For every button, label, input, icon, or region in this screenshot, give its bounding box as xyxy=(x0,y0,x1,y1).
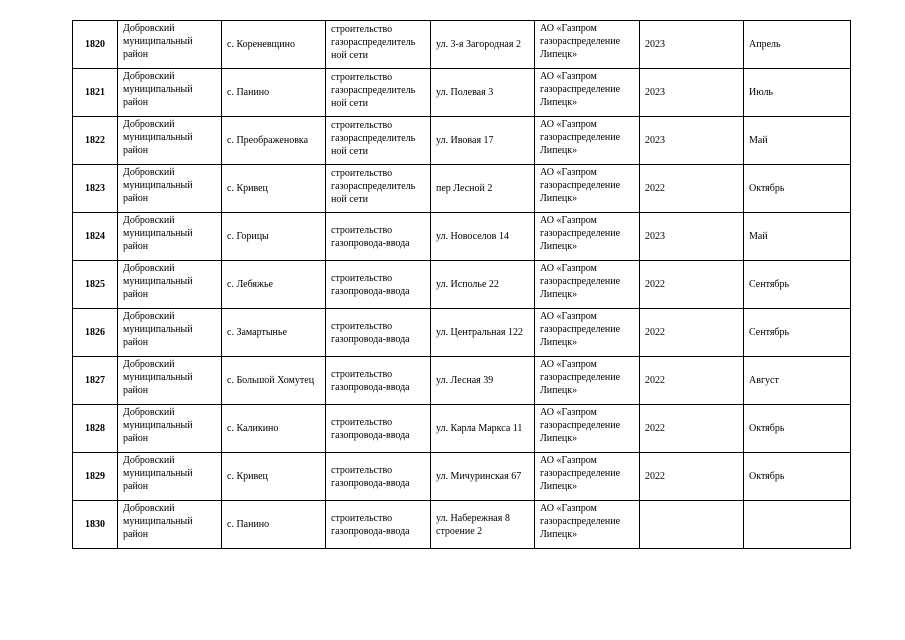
table-row xyxy=(73,309,851,357)
work-type-cell: строительство газораспределитель ной сети xyxy=(326,117,431,165)
row-number: 1830 xyxy=(73,501,118,549)
month-cell: Август xyxy=(744,357,851,405)
organization-cell: АО «Газпром газораспределение Липецк» xyxy=(535,213,640,261)
row-number: 1827 xyxy=(73,357,118,405)
district-cell: Добровский муниципальный район xyxy=(118,213,222,261)
month-cell: Июль xyxy=(744,69,851,117)
table-row xyxy=(73,501,851,549)
organization-cell: АО «Газпром газораспределение Липецк» xyxy=(535,165,640,213)
table-row xyxy=(73,21,851,69)
village-cell: с. Панино xyxy=(222,69,326,117)
address-cell: ул. Исполье 22 xyxy=(431,261,535,309)
address-cell: ул. Новоселов 14 xyxy=(431,213,535,261)
work-type-cell: строительство газопровода-ввода xyxy=(326,261,431,309)
organization-cell: АО «Газпром газораспределение Липецк» xyxy=(535,453,640,501)
district-cell: Добровский муниципальный район xyxy=(118,309,222,357)
address-cell: ул. Полевая 3 xyxy=(431,69,535,117)
year-cell: 2023 xyxy=(640,21,744,69)
year-cell: 2022 xyxy=(640,357,744,405)
organization-cell: АО «Газпром газораспределение Липецк» xyxy=(535,69,640,117)
work-type-cell: строительство газораспределитель ной сети xyxy=(326,165,431,213)
work-type-cell: строительство газораспределитель ной сети xyxy=(326,69,431,117)
district-cell: Добровский муниципальный район xyxy=(118,261,222,309)
work-type-cell: строительство газопровода-ввода xyxy=(326,501,431,549)
address-cell: ул. Лесная 39 xyxy=(431,357,535,405)
month-cell: Сентябрь xyxy=(744,261,851,309)
address-cell: ул. Мичуринская 67 xyxy=(431,453,535,501)
month-cell: Май xyxy=(744,117,851,165)
row-number: 1820 xyxy=(73,21,118,69)
table-row xyxy=(73,213,851,261)
table-row xyxy=(73,165,851,213)
organization-cell: АО «Газпром газораспределение Липецк» xyxy=(535,405,640,453)
month-cell: Май xyxy=(744,213,851,261)
month-cell: Октябрь xyxy=(744,453,851,501)
village-cell: с. Кореневщино xyxy=(222,21,326,69)
organization-cell: АО «Газпром газораспределение Липецк» xyxy=(535,261,640,309)
village-cell: с. Кривец xyxy=(222,165,326,213)
address-cell: ул. Набережная 8 строение 2 xyxy=(431,501,535,549)
year-cell: 2022 xyxy=(640,405,744,453)
village-cell: с. Панино xyxy=(222,501,326,549)
village-cell: с. Преображеновка xyxy=(222,117,326,165)
row-number: 1829 xyxy=(73,453,118,501)
district-cell: Добровский муниципальный район xyxy=(118,165,222,213)
year-cell: 2023 xyxy=(640,117,744,165)
work-type-cell: строительство газопровода-ввода xyxy=(326,309,431,357)
address-cell: ул. Карла Маркса 11 xyxy=(431,405,535,453)
village-cell: с. Каликино xyxy=(222,405,326,453)
year-cell: 2023 xyxy=(640,69,744,117)
row-number: 1824 xyxy=(73,213,118,261)
month-cell: Октябрь xyxy=(744,405,851,453)
table-row xyxy=(73,261,851,309)
year-cell: 2022 xyxy=(640,165,744,213)
month-cell: Октябрь xyxy=(744,165,851,213)
organization-cell: АО «Газпром газораспределение Липецк» xyxy=(535,501,640,549)
row-number: 1825 xyxy=(73,261,118,309)
district-cell: Добровский муниципальный район xyxy=(118,501,222,549)
row-number: 1823 xyxy=(73,165,118,213)
row-number: 1822 xyxy=(73,117,118,165)
work-type-cell: строительство газораспределитель ной сети xyxy=(326,21,431,69)
year-cell: 2022 xyxy=(640,261,744,309)
village-cell: с. Кривец xyxy=(222,453,326,501)
organization-cell: АО «Газпром газораспределение Липецк» xyxy=(535,357,640,405)
table-row xyxy=(73,69,851,117)
district-cell: Добровский муниципальный район xyxy=(118,405,222,453)
year-cell xyxy=(640,501,744,549)
village-cell: с. Большой Хомутец xyxy=(222,357,326,405)
work-type-cell: строительство газопровода-ввода xyxy=(326,213,431,261)
work-type-cell: строительство газопровода-ввода xyxy=(326,357,431,405)
village-cell: с. Лебяжье xyxy=(222,261,326,309)
table-row xyxy=(73,405,851,453)
table-row xyxy=(73,357,851,405)
district-cell: Добровский муниципальный район xyxy=(118,21,222,69)
address-cell: ул. Центральная 122 xyxy=(431,309,535,357)
gas-connection-table xyxy=(72,20,851,549)
address-cell: пер Лесной 2 xyxy=(431,165,535,213)
district-cell: Добровский муниципальный район xyxy=(118,69,222,117)
month-cell: Апрель xyxy=(744,21,851,69)
organization-cell: АО «Газпром газораспределение Липецк» xyxy=(535,21,640,69)
month-cell: Сентябрь xyxy=(744,309,851,357)
year-cell: 2023 xyxy=(640,213,744,261)
address-cell: ул. 3-я Загородная 2 xyxy=(431,21,535,69)
row-number: 1821 xyxy=(73,69,118,117)
row-number: 1826 xyxy=(73,309,118,357)
year-cell: 2022 xyxy=(640,309,744,357)
district-cell: Добровский муниципальный район xyxy=(118,453,222,501)
month-cell xyxy=(744,501,851,549)
year-cell: 2022 xyxy=(640,453,744,501)
organization-cell: АО «Газпром газораспределение Липецк» xyxy=(535,117,640,165)
table-row xyxy=(73,453,851,501)
address-cell: ул. Ивовая 17 xyxy=(431,117,535,165)
district-cell: Добровский муниципальный район xyxy=(118,117,222,165)
row-number: 1828 xyxy=(73,405,118,453)
organization-cell: АО «Газпром газораспределение Липецк» xyxy=(535,309,640,357)
district-cell: Добровский муниципальный район xyxy=(118,357,222,405)
work-type-cell: строительство газопровода-ввода xyxy=(326,405,431,453)
table-row xyxy=(73,117,851,165)
village-cell: с. Замартынье xyxy=(222,309,326,357)
village-cell: с. Горицы xyxy=(222,213,326,261)
work-type-cell: строительство газопровода-ввода xyxy=(326,453,431,501)
